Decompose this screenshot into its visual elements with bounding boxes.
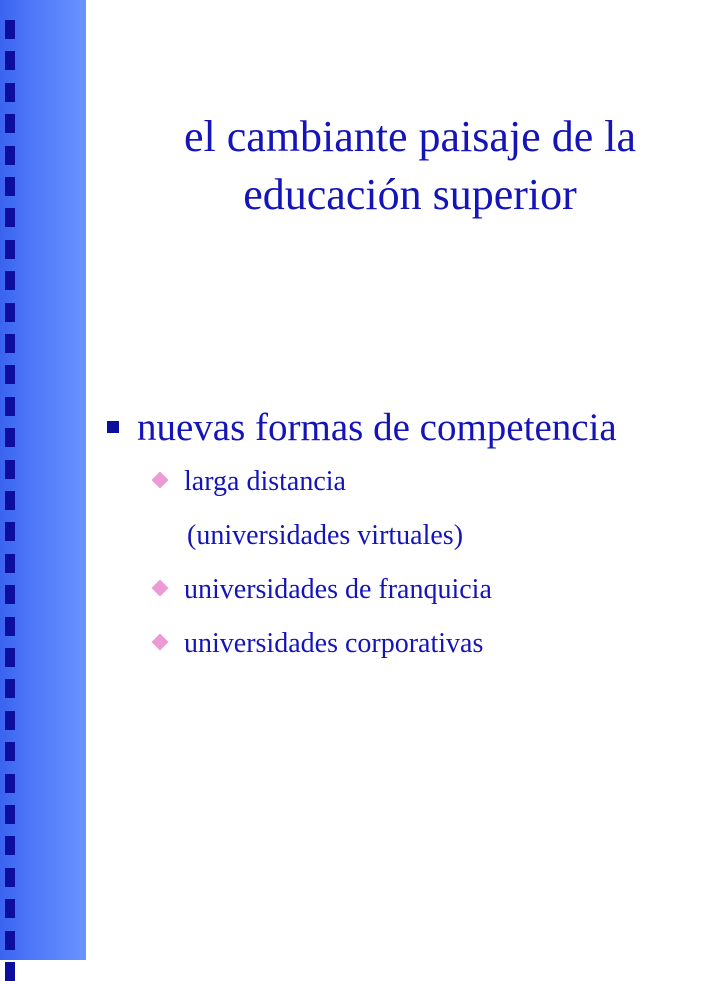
band-square-marker: [5, 491, 15, 510]
band-square-marker: [5, 617, 15, 636]
sub-bullet-item-2: [150, 571, 492, 609]
diamond-icon: [152, 634, 169, 651]
band-square-marker: [5, 774, 15, 793]
sub-bullet-item-3: [150, 625, 483, 663]
band-square-marker: [5, 460, 15, 479]
band-square-marker: [5, 240, 15, 259]
band-square-marker: [5, 20, 15, 39]
band-square-marker: [5, 648, 15, 667]
sub-bullet-item-2-text: universidades de franquicia: [184, 574, 492, 605]
band-square-marker: [5, 114, 15, 133]
band-square-marker: [5, 397, 15, 416]
diamond-icon: [152, 472, 169, 489]
band-square-marker: [5, 522, 15, 541]
band-square-marker: [5, 303, 15, 322]
band-square-marker: [5, 962, 15, 981]
band-square-marker: [5, 836, 15, 855]
square-bullet-icon: [107, 421, 119, 433]
sub-bullet-item-1-continuation: (universidades virtuales): [187, 520, 464, 551]
band-square-marker: [5, 365, 15, 384]
band-square-marker: [5, 711, 15, 730]
band-square-marker: [5, 51, 15, 70]
band-square-marker: [5, 742, 15, 761]
band-square-marker: [5, 868, 15, 887]
diamond-icon: [152, 580, 169, 597]
sub-bullet-item-3-text: universidades corporativas: [184, 628, 484, 659]
slide-title: [100, 108, 720, 224]
band-square-marker: [5, 554, 15, 573]
band-square-marker: [5, 177, 15, 196]
side-band: [0, 0, 86, 960]
band-square-marker: [5, 931, 15, 950]
band-square-marker: [5, 585, 15, 604]
slide-title-line-1: el cambiante paisaje de la: [184, 112, 636, 161]
bullet-item-text: nuevas formas de competencia: [137, 406, 617, 449]
band-square-marker: [5, 271, 15, 290]
sub-bullet-item-1: [150, 463, 346, 501]
slide-title-line-2: educación superior: [243, 170, 577, 219]
band-square-marker: [5, 805, 15, 824]
sub-bullet-item-1-text: larga distancia: [184, 466, 346, 497]
bullet-item: [107, 402, 617, 454]
band-square-marker: [5, 208, 15, 227]
band-square-marker: [5, 679, 15, 698]
band-square-marker: [5, 146, 15, 165]
band-square-marker: [5, 334, 15, 353]
band-square-marker: [5, 83, 15, 102]
band-square-markers: [5, 0, 17, 960]
band-square-marker: [5, 428, 15, 447]
band-square-marker: [5, 899, 15, 918]
